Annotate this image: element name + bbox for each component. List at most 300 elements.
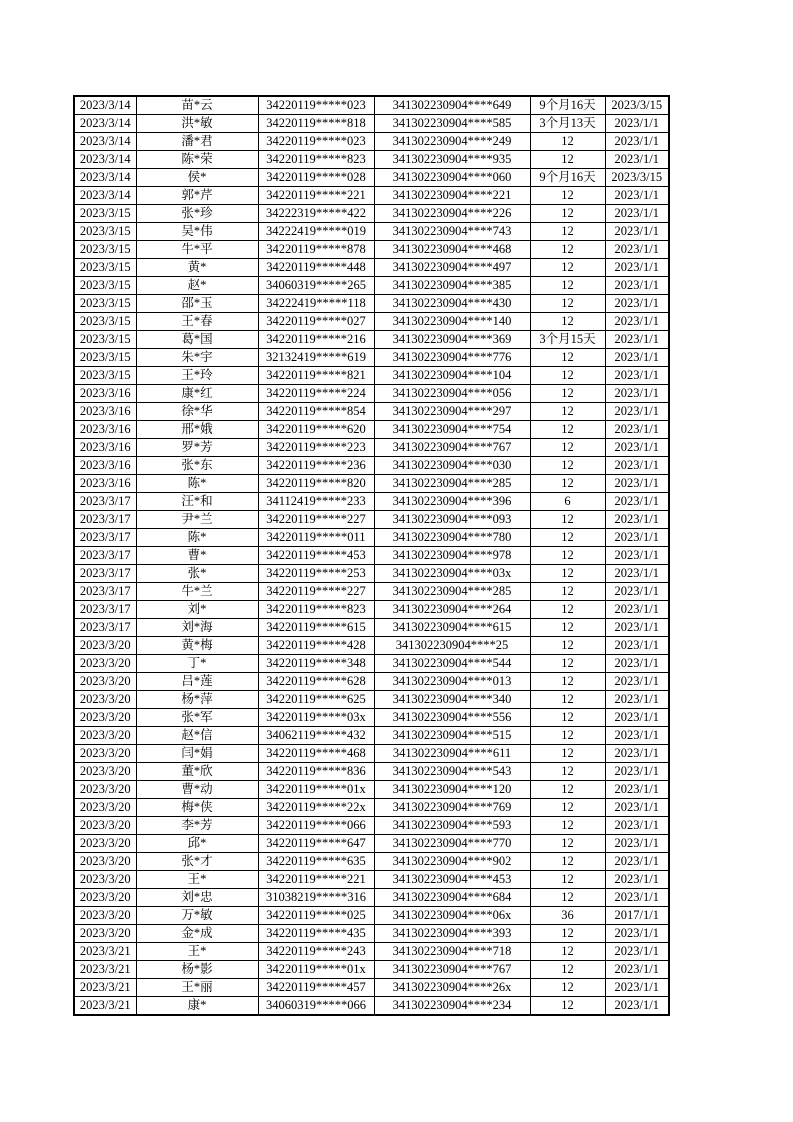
- id-number-cell: 34220119*****647: [258, 835, 374, 853]
- table-row: [74, 421, 669, 439]
- id-number-cell: 34220119*****878: [258, 241, 374, 259]
- name-cell: 刘*: [136, 601, 258, 619]
- end-date-cell: 2023/1/1: [605, 529, 669, 547]
- card-number-cell: 341302230904****285: [374, 583, 530, 601]
- card-number-cell: 341302230904****297: [374, 403, 530, 421]
- name-cell: 洪*敏: [136, 115, 258, 133]
- table-row: [74, 295, 669, 313]
- table-row: [74, 691, 669, 709]
- id-number-cell: 34112419*****233: [258, 493, 374, 511]
- card-number-cell: 341302230904****249: [374, 133, 530, 151]
- card-number-cell: 341302230904****264: [374, 601, 530, 619]
- start-date-cell: 2023/3/21: [74, 961, 136, 979]
- table-row: [74, 979, 669, 997]
- end-date-cell: 2023/1/1: [605, 763, 669, 781]
- duration-cell: 12: [530, 439, 605, 457]
- duration-cell: 12: [530, 691, 605, 709]
- start-date-cell: 2023/3/16: [74, 439, 136, 457]
- start-date-cell: 2023/3/15: [74, 277, 136, 295]
- name-cell: 张*东: [136, 457, 258, 475]
- duration-cell: 12: [530, 997, 605, 1016]
- end-date-cell: 2023/1/1: [605, 673, 669, 691]
- table-row: [74, 349, 669, 367]
- table-row: [74, 511, 669, 529]
- table-row: [74, 475, 669, 493]
- start-date-cell: 2023/3/16: [74, 457, 136, 475]
- start-date-cell: 2023/3/17: [74, 493, 136, 511]
- name-cell: 董*欣: [136, 763, 258, 781]
- card-number-cell: 341302230904****285: [374, 475, 530, 493]
- duration-cell: 12: [530, 223, 605, 241]
- start-date-cell: 2023/3/20: [74, 745, 136, 763]
- start-date-cell: 2023/3/21: [74, 997, 136, 1016]
- duration-cell: 12: [530, 547, 605, 565]
- end-date-cell: 2023/1/1: [605, 583, 669, 601]
- table-row: [74, 637, 669, 655]
- table-row: [74, 313, 669, 331]
- id-number-cell: 34220119*****216: [258, 331, 374, 349]
- start-date-cell: 2023/3/20: [74, 817, 136, 835]
- card-number-cell: 341302230904****056: [374, 385, 530, 403]
- name-cell: 曹*动: [136, 781, 258, 799]
- table-row: [74, 493, 669, 511]
- duration-cell: 12: [530, 385, 605, 403]
- duration-cell: 12: [530, 817, 605, 835]
- name-cell: 康*: [136, 997, 258, 1016]
- start-date-cell: 2023/3/14: [74, 169, 136, 187]
- name-cell: 刘*忠: [136, 889, 258, 907]
- duration-cell: 12: [530, 763, 605, 781]
- id-number-cell: 34220119*****635: [258, 853, 374, 871]
- start-date-cell: 2023/3/16: [74, 403, 136, 421]
- records-table-body: [74, 96, 669, 1015]
- card-number-cell: 341302230904****060: [374, 169, 530, 187]
- duration-cell: 12: [530, 475, 605, 493]
- start-date-cell: 2023/3/14: [74, 187, 136, 205]
- card-number-cell: 341302230904****369: [374, 331, 530, 349]
- id-number-cell: 34220119*****243: [258, 943, 374, 961]
- id-number-cell: 34220119*****821: [258, 367, 374, 385]
- card-number-cell: 341302230904****030: [374, 457, 530, 475]
- start-date-cell: 2023/3/20: [74, 655, 136, 673]
- table-row: [74, 619, 669, 637]
- id-number-cell: 34222419*****118: [258, 295, 374, 313]
- name-cell: 黄*梅: [136, 637, 258, 655]
- name-cell: 王*玲: [136, 367, 258, 385]
- duration-cell: 12: [530, 205, 605, 223]
- end-date-cell: 2023/3/15: [605, 96, 669, 115]
- table-row: [74, 169, 669, 187]
- end-date-cell: 2023/1/1: [605, 619, 669, 637]
- card-number-cell: 341302230904****615: [374, 619, 530, 637]
- card-number-cell: 341302230904****978: [374, 547, 530, 565]
- name-cell: 陈*: [136, 475, 258, 493]
- id-number-cell: 34220119*****03x: [258, 709, 374, 727]
- card-number-cell: 341302230904****769: [374, 799, 530, 817]
- end-date-cell: 2023/1/1: [605, 943, 669, 961]
- card-number-cell: 341302230904****25: [374, 637, 530, 655]
- card-number-cell: 341302230904****468: [374, 241, 530, 259]
- start-date-cell: 2023/3/21: [74, 943, 136, 961]
- card-number-cell: 341302230904****104: [374, 367, 530, 385]
- card-number-cell: 341302230904****544: [374, 655, 530, 673]
- end-date-cell: 2023/1/1: [605, 691, 669, 709]
- name-cell: 邢*娥: [136, 421, 258, 439]
- id-number-cell: 34220119*****854: [258, 403, 374, 421]
- card-number-cell: 341302230904****497: [374, 259, 530, 277]
- id-number-cell: 34220119*****428: [258, 637, 374, 655]
- name-cell: 吕*莲: [136, 673, 258, 691]
- table-row: [74, 907, 669, 925]
- end-date-cell: 2023/1/1: [605, 727, 669, 745]
- card-number-cell: 341302230904****770: [374, 835, 530, 853]
- end-date-cell: 2023/1/1: [605, 709, 669, 727]
- table-row: [74, 565, 669, 583]
- id-number-cell: 34220119*****448: [258, 259, 374, 277]
- start-date-cell: 2023/3/16: [74, 421, 136, 439]
- table-row: [74, 835, 669, 853]
- start-date-cell: 2023/3/15: [74, 349, 136, 367]
- start-date-cell: 2023/3/20: [74, 889, 136, 907]
- card-number-cell: 341302230904****226: [374, 205, 530, 223]
- table-row: [74, 889, 669, 907]
- id-number-cell: 34062119*****432: [258, 727, 374, 745]
- name-cell: 邱*: [136, 835, 258, 853]
- card-number-cell: 341302230904****776: [374, 349, 530, 367]
- name-cell: 赵*信: [136, 727, 258, 745]
- start-date-cell: 2023/3/15: [74, 295, 136, 313]
- duration-cell: 12: [530, 457, 605, 475]
- card-number-cell: 341302230904****767: [374, 961, 530, 979]
- card-number-cell: 341302230904****743: [374, 223, 530, 241]
- end-date-cell: 2023/1/1: [605, 187, 669, 205]
- id-number-cell: 34220119*****227: [258, 583, 374, 601]
- end-date-cell: 2023/1/1: [605, 133, 669, 151]
- id-number-cell: 34220119*****22x: [258, 799, 374, 817]
- name-cell: 闫*娟: [136, 745, 258, 763]
- table-row: [74, 817, 669, 835]
- name-cell: 张*珍: [136, 205, 258, 223]
- end-date-cell: 2023/1/1: [605, 799, 669, 817]
- id-number-cell: 34220119*****435: [258, 925, 374, 943]
- name-cell: 陈*: [136, 529, 258, 547]
- duration-cell: 12: [530, 367, 605, 385]
- start-date-cell: 2023/3/20: [74, 835, 136, 853]
- table-row: [74, 151, 669, 169]
- card-number-cell: 341302230904****396: [374, 493, 530, 511]
- card-number-cell: 341302230904****453: [374, 871, 530, 889]
- name-cell: 李*芳: [136, 817, 258, 835]
- name-cell: 张*: [136, 565, 258, 583]
- card-number-cell: 341302230904****221: [374, 187, 530, 205]
- duration-cell: 3个月15天: [530, 331, 605, 349]
- table-row: [74, 925, 669, 943]
- name-cell: 侯*: [136, 169, 258, 187]
- id-number-cell: 34220119*****628: [258, 673, 374, 691]
- name-cell: 金*成: [136, 925, 258, 943]
- table-row: [74, 133, 669, 151]
- duration-cell: 12: [530, 403, 605, 421]
- end-date-cell: 2023/1/1: [605, 817, 669, 835]
- start-date-cell: 2023/3/20: [74, 709, 136, 727]
- card-number-cell: 341302230904****093: [374, 511, 530, 529]
- name-cell: 张*才: [136, 853, 258, 871]
- table-row: [74, 601, 669, 619]
- end-date-cell: 2023/3/15: [605, 169, 669, 187]
- start-date-cell: 2023/3/20: [74, 691, 136, 709]
- id-number-cell: 34220119*****823: [258, 601, 374, 619]
- start-date-cell: 2023/3/20: [74, 871, 136, 889]
- end-date-cell: 2023/1/1: [605, 835, 669, 853]
- name-cell: 刘*海: [136, 619, 258, 637]
- id-number-cell: 34222419*****019: [258, 223, 374, 241]
- duration-cell: 12: [530, 799, 605, 817]
- id-number-cell: 34220119*****836: [258, 763, 374, 781]
- start-date-cell: 2023/3/20: [74, 673, 136, 691]
- start-date-cell: 2023/3/17: [74, 601, 136, 619]
- duration-cell: 12: [530, 565, 605, 583]
- start-date-cell: 2023/3/15: [74, 313, 136, 331]
- id-number-cell: 34220119*****023: [258, 96, 374, 115]
- duration-cell: 12: [530, 241, 605, 259]
- card-number-cell: 341302230904****234: [374, 997, 530, 1016]
- id-number-cell: 34220119*****625: [258, 691, 374, 709]
- name-cell: 牛*平: [136, 241, 258, 259]
- id-number-cell: 34220119*****01x: [258, 781, 374, 799]
- table-row: [74, 709, 669, 727]
- name-cell: 汪*和: [136, 493, 258, 511]
- start-date-cell: 2023/3/15: [74, 331, 136, 349]
- start-date-cell: 2023/3/14: [74, 115, 136, 133]
- id-number-cell: 34220119*****223: [258, 439, 374, 457]
- name-cell: 牛*兰: [136, 583, 258, 601]
- start-date-cell: 2023/3/17: [74, 619, 136, 637]
- name-cell: 杨*影: [136, 961, 258, 979]
- end-date-cell: 2023/1/1: [605, 601, 669, 619]
- duration-cell: 12: [530, 601, 605, 619]
- table-row: [74, 871, 669, 889]
- name-cell: 陈*荣: [136, 151, 258, 169]
- end-date-cell: 2023/1/1: [605, 997, 669, 1016]
- table-row: [74, 745, 669, 763]
- records-table: [73, 95, 670, 1016]
- card-number-cell: 341302230904****393: [374, 925, 530, 943]
- table-row: [74, 655, 669, 673]
- table-row: [74, 961, 669, 979]
- table-row: [74, 799, 669, 817]
- start-date-cell: 2023/3/16: [74, 475, 136, 493]
- end-date-cell: 2023/1/1: [605, 655, 669, 673]
- start-date-cell: 2023/3/16: [74, 385, 136, 403]
- start-date-cell: 2023/3/14: [74, 133, 136, 151]
- card-number-cell: 341302230904****515: [374, 727, 530, 745]
- id-number-cell: 34220119*****615: [258, 619, 374, 637]
- end-date-cell: 2023/1/1: [605, 241, 669, 259]
- duration-cell: 12: [530, 133, 605, 151]
- name-cell: 梅*侠: [136, 799, 258, 817]
- start-date-cell: 2023/3/20: [74, 727, 136, 745]
- duration-cell: 12: [530, 853, 605, 871]
- end-date-cell: 2023/1/1: [605, 295, 669, 313]
- name-cell: 万*敏: [136, 907, 258, 925]
- card-number-cell: 341302230904****593: [374, 817, 530, 835]
- start-date-cell: 2023/3/14: [74, 151, 136, 169]
- card-number-cell: 341302230904****754: [374, 421, 530, 439]
- id-number-cell: 34060319*****066: [258, 997, 374, 1016]
- table-row: [74, 853, 669, 871]
- card-number-cell: 341302230904****611: [374, 745, 530, 763]
- duration-cell: 12: [530, 511, 605, 529]
- duration-cell: 12: [530, 835, 605, 853]
- start-date-cell: 2023/3/15: [74, 367, 136, 385]
- start-date-cell: 2023/3/14: [74, 96, 136, 115]
- card-number-cell: 341302230904****649: [374, 96, 530, 115]
- id-number-cell: 34220119*****01x: [258, 961, 374, 979]
- start-date-cell: 2023/3/21: [74, 979, 136, 997]
- duration-cell: 9个月16天: [530, 169, 605, 187]
- duration-cell: 36: [530, 907, 605, 925]
- duration-cell: 12: [530, 871, 605, 889]
- id-number-cell: 34220119*****221: [258, 187, 374, 205]
- table-row: [74, 241, 669, 259]
- end-date-cell: 2023/1/1: [605, 151, 669, 169]
- duration-cell: 12: [530, 925, 605, 943]
- id-number-cell: 34060319*****265: [258, 277, 374, 295]
- table-row: [74, 943, 669, 961]
- duration-cell: 12: [530, 313, 605, 331]
- name-cell: 朱*宇: [136, 349, 258, 367]
- end-date-cell: 2023/1/1: [605, 565, 669, 583]
- card-number-cell: 341302230904****06x: [374, 907, 530, 925]
- card-number-cell: 341302230904****385: [374, 277, 530, 295]
- card-number-cell: 341302230904****902: [374, 853, 530, 871]
- id-number-cell: 34220119*****253: [258, 565, 374, 583]
- name-cell: 尹*兰: [136, 511, 258, 529]
- end-date-cell: 2023/1/1: [605, 259, 669, 277]
- start-date-cell: 2023/3/20: [74, 925, 136, 943]
- id-number-cell: 34220119*****023: [258, 133, 374, 151]
- duration-cell: 12: [530, 709, 605, 727]
- table-row: [74, 673, 669, 691]
- duration-cell: 12: [530, 529, 605, 547]
- duration-cell: 12: [530, 943, 605, 961]
- name-cell: 王*: [136, 871, 258, 889]
- card-number-cell: 341302230904****013: [374, 673, 530, 691]
- id-number-cell: 34220119*****348: [258, 655, 374, 673]
- duration-cell: 12: [530, 979, 605, 997]
- start-date-cell: 2023/3/20: [74, 637, 136, 655]
- table-row: [74, 385, 669, 403]
- card-number-cell: 341302230904****585: [374, 115, 530, 133]
- id-number-cell: 34220119*****236: [258, 457, 374, 475]
- id-number-cell: 34220119*****224: [258, 385, 374, 403]
- name-cell: 苗*云: [136, 96, 258, 115]
- name-cell: 黄*: [136, 259, 258, 277]
- name-cell: 徐*华: [136, 403, 258, 421]
- card-number-cell: 341302230904****780: [374, 529, 530, 547]
- start-date-cell: 2023/3/17: [74, 547, 136, 565]
- table-row: [74, 187, 669, 205]
- duration-cell: 12: [530, 619, 605, 637]
- name-cell: 王*春: [136, 313, 258, 331]
- card-number-cell: 341302230904****718: [374, 943, 530, 961]
- end-date-cell: 2023/1/1: [605, 475, 669, 493]
- id-number-cell: 34220119*****453: [258, 547, 374, 565]
- duration-cell: 12: [530, 961, 605, 979]
- end-date-cell: 2023/1/1: [605, 115, 669, 133]
- end-date-cell: 2023/1/1: [605, 403, 669, 421]
- table-row: [74, 547, 669, 565]
- id-number-cell: 34220119*****011: [258, 529, 374, 547]
- end-date-cell: 2023/1/1: [605, 979, 669, 997]
- name-cell: 王*: [136, 943, 258, 961]
- end-date-cell: 2023/1/1: [605, 745, 669, 763]
- end-date-cell: 2023/1/1: [605, 205, 669, 223]
- card-number-cell: 341302230904****767: [374, 439, 530, 457]
- table-row: [74, 367, 669, 385]
- duration-cell: 12: [530, 745, 605, 763]
- duration-cell: 3个月13天: [530, 115, 605, 133]
- name-cell: 曹*: [136, 547, 258, 565]
- table-row: [74, 403, 669, 421]
- end-date-cell: 2023/1/1: [605, 223, 669, 241]
- start-date-cell: 2023/3/20: [74, 853, 136, 871]
- duration-cell: 12: [530, 655, 605, 673]
- end-date-cell: 2023/1/1: [605, 871, 669, 889]
- end-date-cell: 2023/1/1: [605, 637, 669, 655]
- end-date-cell: 2023/1/1: [605, 349, 669, 367]
- card-number-cell: 341302230904****543: [374, 763, 530, 781]
- card-number-cell: 341302230904****935: [374, 151, 530, 169]
- end-date-cell: 2023/1/1: [605, 313, 669, 331]
- start-date-cell: 2023/3/17: [74, 565, 136, 583]
- card-number-cell: 341302230904****684: [374, 889, 530, 907]
- start-date-cell: 2023/3/17: [74, 511, 136, 529]
- table-row: [74, 997, 669, 1016]
- table-row: [74, 529, 669, 547]
- table-row: [74, 331, 669, 349]
- end-date-cell: 2023/1/1: [605, 961, 669, 979]
- start-date-cell: 2023/3/17: [74, 529, 136, 547]
- end-date-cell: 2023/1/1: [605, 511, 669, 529]
- id-number-cell: 34220119*****457: [258, 979, 374, 997]
- end-date-cell: 2017/1/1: [605, 907, 669, 925]
- table-row: [74, 727, 669, 745]
- duration-cell: 12: [530, 349, 605, 367]
- end-date-cell: 2023/1/1: [605, 439, 669, 457]
- table-row: [74, 259, 669, 277]
- end-date-cell: 2023/1/1: [605, 421, 669, 439]
- end-date-cell: 2023/1/1: [605, 493, 669, 511]
- start-date-cell: 2023/3/20: [74, 799, 136, 817]
- duration-cell: 12: [530, 259, 605, 277]
- id-number-cell: 34220119*****620: [258, 421, 374, 439]
- duration-cell: 12: [530, 781, 605, 799]
- id-number-cell: 34220119*****066: [258, 817, 374, 835]
- id-number-cell: 31038219*****316: [258, 889, 374, 907]
- table-row: [74, 583, 669, 601]
- duration-cell: 12: [530, 295, 605, 313]
- name-cell: 葛*国: [136, 331, 258, 349]
- name-cell: 罗*芳: [136, 439, 258, 457]
- id-number-cell: 34220119*****027: [258, 313, 374, 331]
- table-row: [74, 763, 669, 781]
- duration-cell: 12: [530, 727, 605, 745]
- card-number-cell: 341302230904****03x: [374, 565, 530, 583]
- id-number-cell: 34220119*****227: [258, 511, 374, 529]
- table-row: [74, 277, 669, 295]
- duration-cell: 9个月16天: [530, 96, 605, 115]
